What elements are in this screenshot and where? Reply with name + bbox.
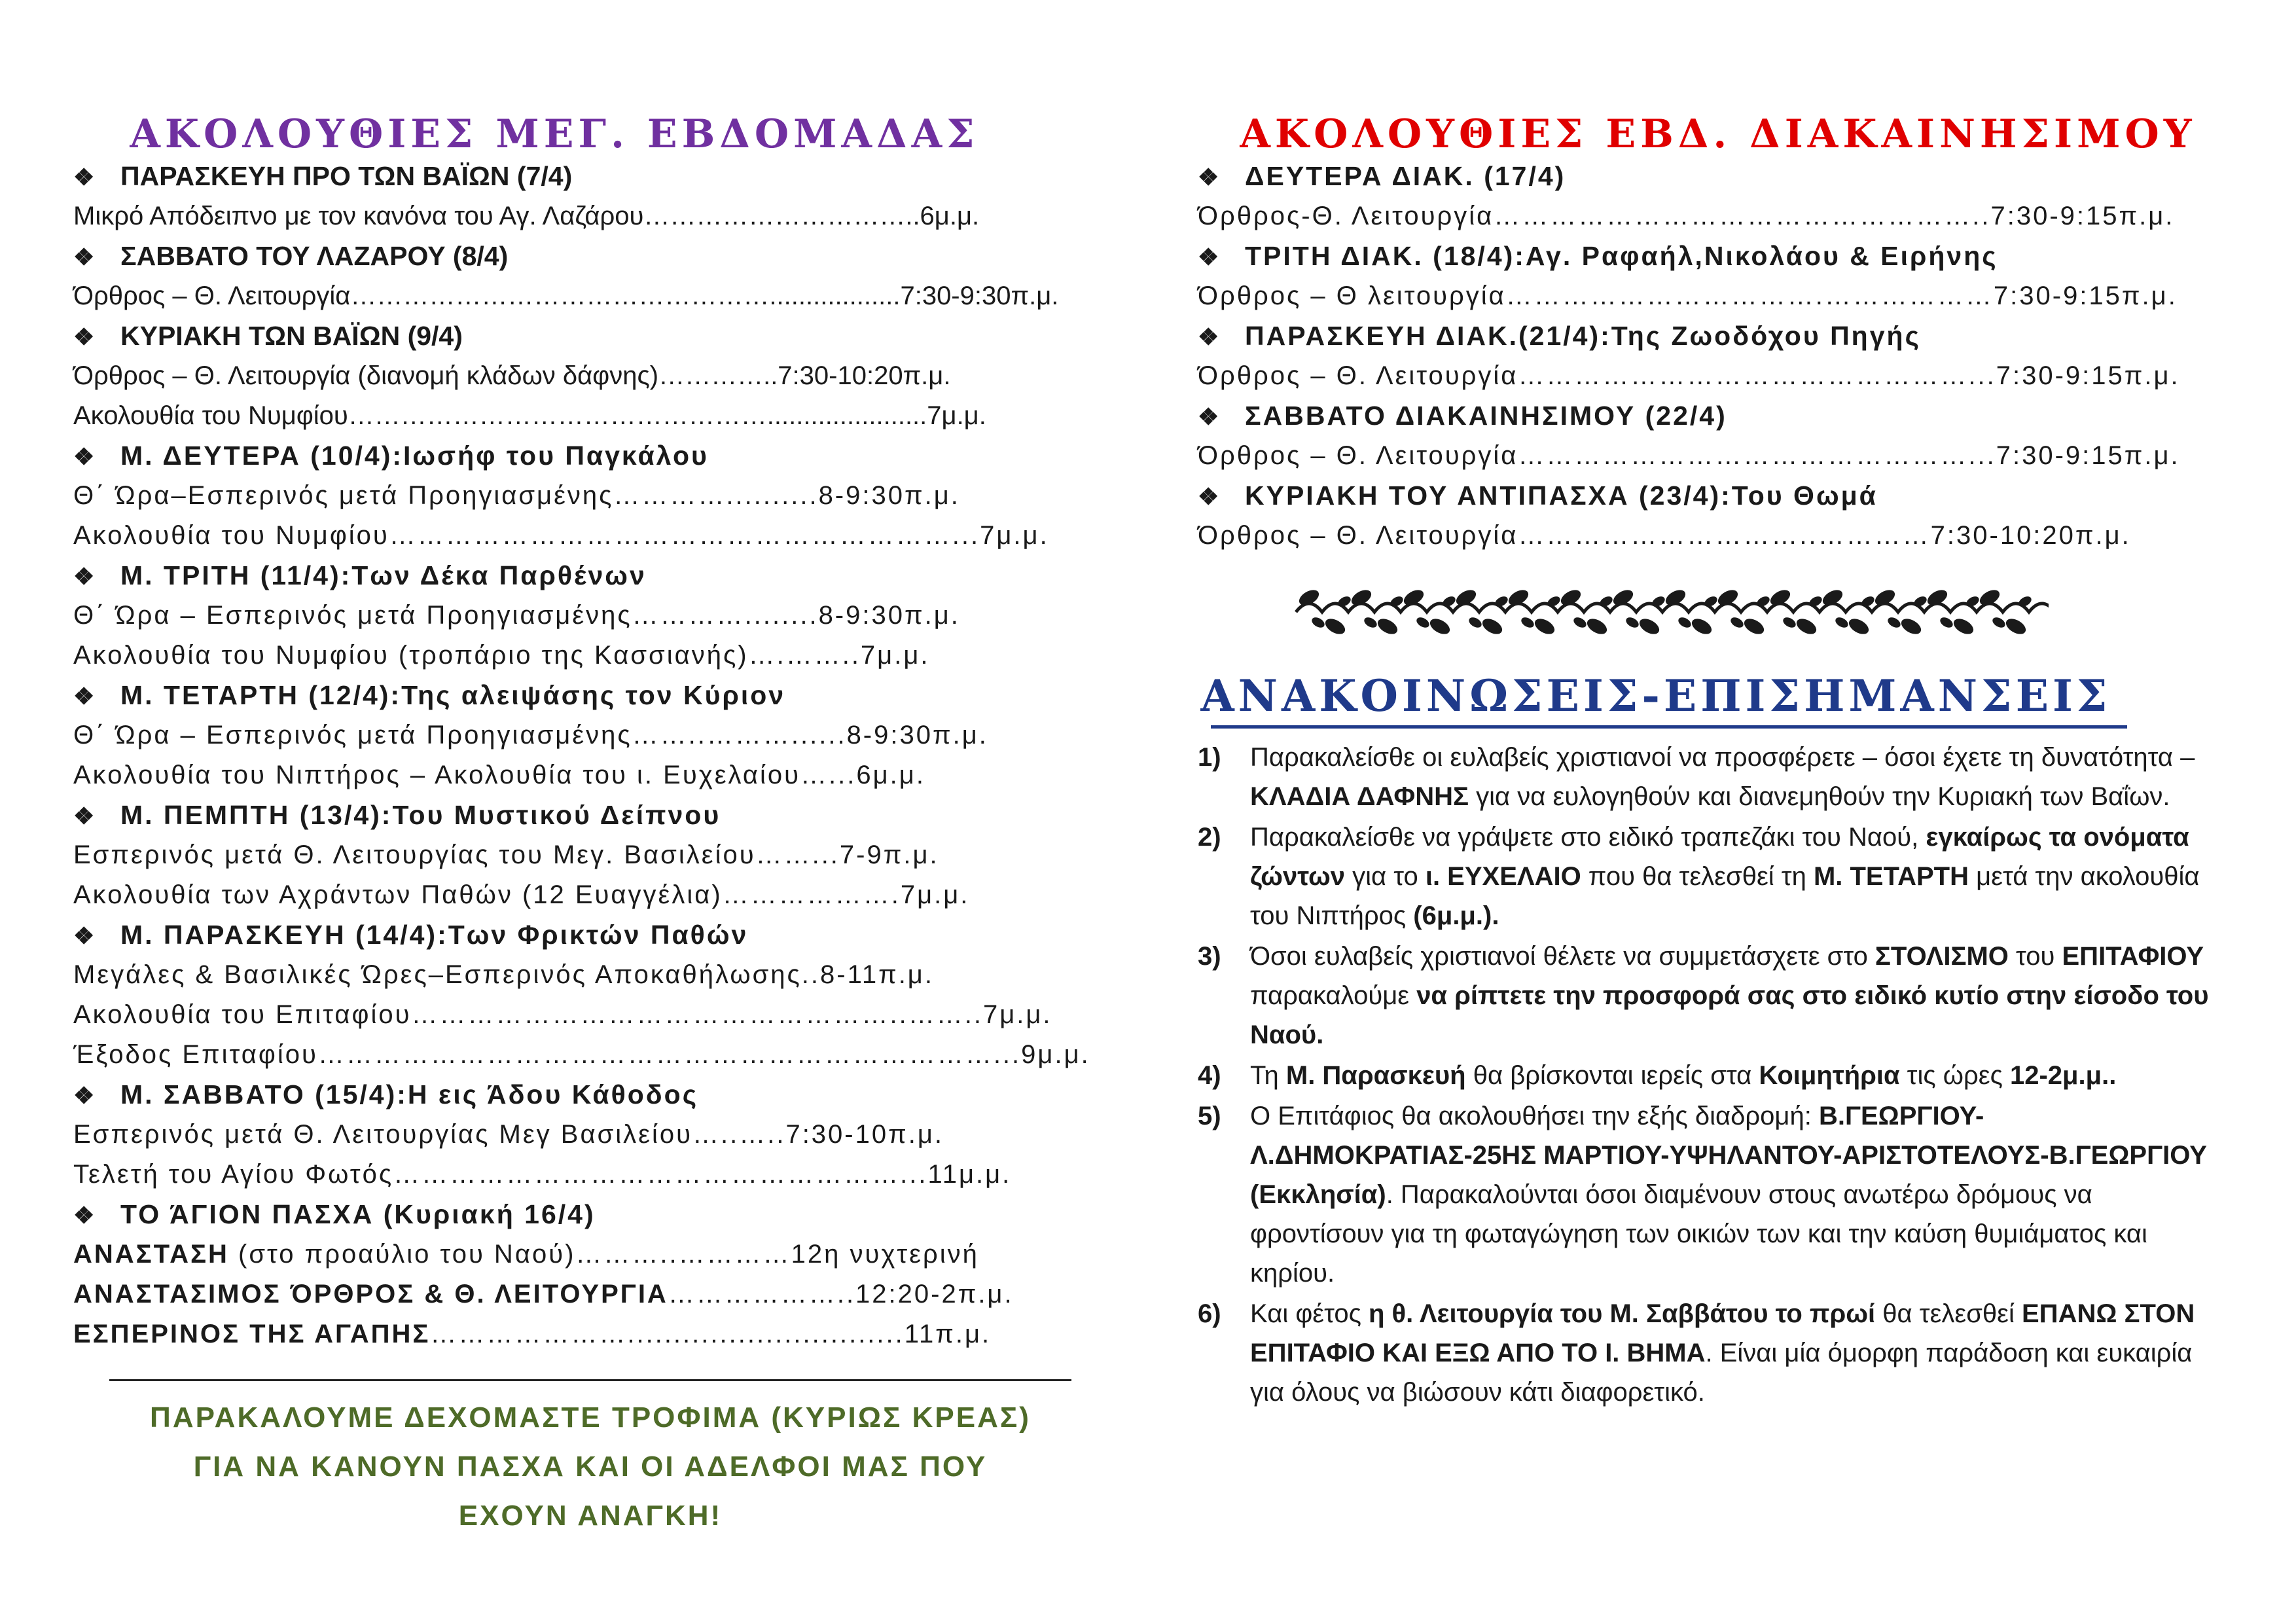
day-heading — [1198, 236, 2238, 276]
diamond-bullet-icon: ❖ — [73, 323, 95, 350]
day-heading — [73, 915, 1107, 955]
holy-week-title: ΑΚΟΛΟΥΘΙΕΣ ΜΕΓ. ΕΒΔΟΜΑΔΑΣ — [130, 111, 979, 157]
day-heading-text: Μ. ΠΑΡΑΣΚΕΥΗ (14/4):Των Φρικτών Παθών — [120, 920, 749, 950]
announcement-fragment: τις ώρες — [1899, 1061, 2010, 1090]
day-heading-text: ΣΑΒΒΑΤΟ ΔΙΑΚΑΙΝΗΣΙΜΟΥ (22/4) — [1245, 401, 1727, 431]
day-heading — [73, 236, 1107, 276]
announcement-number: 2) — [1198, 823, 1221, 852]
day-heading — [73, 1195, 1107, 1235]
announcement-item — [1198, 1056, 2238, 1095]
schedule-day — [73, 556, 1107, 676]
service-time-line: Όρθρος-Θ. Λειτουργία……………………………………………..7:30-9:15π.μ. — [1198, 202, 2175, 230]
announcement-emphasis: ΣΤΟΛΙΣΜΟ — [1874, 942, 2009, 971]
service-time-line: Μεγάλες & Βασιλικές Ώρες–Εσπερινός Αποκαθήλωσης..8-11π.μ. — [73, 960, 934, 989]
diamond-bullet-icon: ❖ — [1198, 483, 1221, 510]
diamond-bullet-icon: ❖ — [1198, 323, 1221, 350]
announcement-emphasis: ΚΛΑΔΙΑ ΔΑΦΝΗΣ — [1250, 782, 1469, 811]
diamond-bullet-icon: ❖ — [73, 1082, 97, 1109]
day-heading — [73, 1075, 1107, 1115]
vine-ornament-divider — [1289, 582, 2049, 642]
announcement-fragment: για να ευλογηθούν και διανεμηθούν την Κυριακή των Βαΐων. — [1469, 782, 2170, 811]
easter-service-time: ………………..12:20-2π.μ. — [668, 1280, 1014, 1308]
service-time-line: Όρθρος – Θ λειτουργία…………………………….………………7:30-9:15π.μ. — [1198, 281, 2178, 310]
day-heading — [1198, 316, 2238, 356]
announcements-title-underline — [1211, 725, 2127, 729]
note-line: ΓΙΑ ΝΑ ΚΑΝΟΥΝ ΠΑΣΧΑ ΚΑΙ ΟΙ ΑΔΕΛΦΟΙ ΜΑΣ ΠΟΥ — [193, 1451, 988, 1483]
announcement-fragment: . Είναι μία όμορφη παράδοση και ευκαιρία για όλους να βιώσουν κάτι διαφορετικό. — [1250, 1339, 2193, 1407]
announcement-text — [1250, 738, 2238, 816]
service-time-line: Ακολουθία του Νυμφίου (τροπάριο της Κασσιανής)….……..7μ.μ. — [73, 641, 930, 670]
day-heading-text: ΤΟ ΆΓΙΟΝ ΠΑΣΧΑ (Κυριακή 16/4) — [120, 1199, 596, 1229]
announcements-list — [1198, 738, 2238, 1412]
schedule-day — [73, 795, 1107, 915]
service-time-line: Ακολουθία του Νυμφίου……………………………………………………...7μ.μ. — [73, 521, 1049, 550]
announcement-emphasis: Β.ΓΕΩΡΓΙΟΥ-Λ.ΔΗΜΟΚΡΑΤΙΑΣ-25ΗΣ ΜΑΡΤΙΟΥ-ΥΨΗΛΑΝΤΟΥ-ΑΡΙΣΤΟΤΕΛΟΥΣ-Β.ΓΕΩΡΓΙΟΥ (Εκκλησία) — [1250, 1102, 2207, 1209]
easter-service-label: ΑΝΑΣΤΑΣΗ — [73, 1240, 229, 1269]
day-heading-text: ΠΑΡΑΣΚΕΥΗ ΔΙΑΚ.(21/4):Της Ζωοδόχου Πηγής — [1245, 321, 1921, 351]
schedule-day — [73, 236, 1107, 316]
schedule-day — [1198, 476, 2238, 556]
announcement-item — [1198, 818, 2238, 935]
day-heading — [73, 436, 1107, 476]
diamond-bullet-icon: ❖ — [1198, 244, 1221, 270]
announcement-emphasis: να ρίπτετε την προσφορά σας στο ειδικό κυτίο στην είσοδο του Ναού. — [1250, 981, 2209, 1049]
announcement-emphasis: ι. ΕΥΧΕΛΑΙΟ — [1425, 862, 1581, 891]
announcement-number: 6) — [1198, 1299, 1221, 1328]
day-heading — [73, 556, 1107, 596]
announcement-fragment: Όσοι ευλαβείς χριστιανοί θέλετε να συμμετάσχετε στο — [1250, 942, 1875, 971]
service-time-line: Μικρό Απόδειπνο με τον κανόνα του Αγ. Λαζάρου…………………………..6μ.μ. — [73, 202, 980, 230]
schedule-day — [73, 1075, 1107, 1195]
service-time-line: Ακολουθία του Επιταφίου……………………………………………..……..7μ.μ. — [73, 1000, 1052, 1029]
service-time-line: Θ΄ Ώρα – Εσπερινός μετά Προηγιασμένης…………........8-9:30π.μ. — [73, 601, 960, 630]
day-heading-text: Μ. ΤΡΙΤΗ (11/4):Των Δέκα Παρθένων — [120, 560, 647, 590]
easter-service-label: ΕΣΠΕΡΙΝΟΣ ΤΗΣ ΑΓΑΠΗΣ — [73, 1320, 431, 1348]
service-time-line: Εσπερινός μετά Θ. Λειτουργίας του Μεγ. Βασιλείου……...7-9π.μ. — [73, 840, 939, 869]
announcement-number: 1) — [1198, 743, 1221, 772]
announcement-item — [1198, 1096, 2238, 1293]
day-heading-text: Μ. ΔΕΥΤΕΡΑ (10/4):Ιωσήφ του Παγκάλου — [120, 441, 709, 471]
service-time-line: Τελετή του Αγίου Φωτός………………………………………………...11μ.μ. — [73, 1160, 1012, 1189]
diamond-bullet-icon: ❖ — [73, 922, 97, 949]
announcement-fragment: Και φέτος — [1250, 1299, 1369, 1328]
note-line: ΕΧΟΥΝ ΑΝΑΓΚΗ! — [458, 1500, 723, 1532]
schedule-day — [1198, 156, 2238, 236]
schedule-day — [1198, 236, 2238, 316]
easter-service-line — [73, 1274, 1107, 1314]
announcement-number: 5) — [1198, 1102, 1221, 1130]
day-heading — [1198, 396, 2238, 436]
announcement-fragment: Παρακαλείσθε να γράψετε στο ειδικό τραπεζάκι του Ναού, — [1250, 823, 1926, 852]
announcement-number: 4) — [1198, 1061, 1221, 1090]
announcement-number: 3) — [1198, 942, 1221, 971]
day-heading-text: Μ. ΤΕΤΑΡΤΗ (12/4):Της αλειψάσης τον Κύριον — [120, 680, 786, 710]
announcement-emphasis: 12-2μ.μ.. — [2009, 1061, 2117, 1090]
diamond-bullet-icon: ❖ — [73, 164, 95, 190]
announcement-emphasis: ΕΠΙΤΑΦΙΟΥ — [2062, 942, 2204, 971]
announcement-text — [1250, 1056, 2238, 1095]
easter-service-line — [73, 1314, 1107, 1354]
announcement-emphasis: (6μ.μ.). — [1413, 901, 1499, 930]
announcement-item — [1198, 1294, 2238, 1412]
announcement-emphasis: Κοιμητήρια — [1759, 1061, 1900, 1090]
service-time-line: Όρθρος – Θ. Λειτουργία…………………………..…………7:30-10:20π.μ. — [1198, 521, 2131, 550]
note-line: ΠΑΡΑΚΑΛΟΥΜΕ ΔΕΧΟΜΑΣΤΕ ΤΡΟΦΙΜΑ (ΚΥΡΙΩΣ ΚΡΕΑΣ) — [150, 1401, 1031, 1434]
service-time-line: Έξοδος Επιταφίου………………………………………………………………...9μ.μ. — [73, 1040, 1090, 1069]
diamond-bullet-icon: ❖ — [1198, 403, 1221, 430]
diamond-bullet-icon: ❖ — [73, 803, 97, 829]
announcement-fragment: Ο Επιτάφιος θα ακολουθήσει την εξής διαδρομή: — [1250, 1102, 1819, 1130]
diamond-bullet-icon: ❖ — [73, 1202, 97, 1229]
service-time-line: Όρθρος – Θ. Λειτουργία…………………………………………...7:30-9:15π.μ. — [1198, 441, 2180, 470]
announcement-text — [1250, 818, 2238, 935]
service-time-line: Θ΄ Ώρα–Εσπερινός μετά Προηγιασμένης…………..........8-9:30π.μ. — [73, 481, 960, 510]
day-heading — [73, 156, 1107, 196]
day-heading — [73, 676, 1107, 715]
day-heading-text: Μ. ΣΑΒΒΑΤΟ (15/4):Η εις Άδου Κάθοδος — [120, 1079, 699, 1110]
day-heading-text: ΠΑΡΑΣΚΕΥΗ ΠΡΟ ΤΩΝ ΒΑΪΩΝ (7/4) — [120, 161, 573, 191]
service-time-line: Ακολουθία των Αχράντων Παθών (12 Ευαγγέλια)……………….7μ.μ. — [73, 880, 970, 909]
announcement-fragment: θα βρίσκονται ιερείς στα — [1465, 1061, 1759, 1090]
day-heading-text: Μ. ΠΕΜΠΤΗ (13/4):Του Μυστικού Δείπνου — [120, 800, 721, 830]
service-time-line: Εσπερινός μετά Θ. Λειτουργίας Μεγ Βασιλείου…..…..7:30-10π.μ. — [73, 1120, 944, 1149]
schedule-day — [73, 156, 1107, 236]
announcement-text — [1250, 1294, 2238, 1412]
day-heading — [1198, 156, 2238, 196]
day-heading-text: ΣΑΒΒΑΤΟ ΤΟΥ ΛΑΖΑΡΟΥ (8/4) — [120, 241, 509, 271]
announcement-fragment: Παρακαλείσθε οι ευλαβείς χριστιανοί να προσφέρετε – όσοι έχετε τη δυνατότητα – — [1250, 743, 2195, 772]
day-heading-text: ΚΥΡΙΑΚΗ ΤΟΥ ΑΝΤΙΠΑΣΧΑ (23/4):Του Θωμά — [1245, 480, 1878, 511]
schedule-day — [73, 915, 1107, 1075]
easter-service-line — [73, 1235, 1107, 1274]
announcement-fragment: του — [2008, 942, 2062, 971]
divider-line — [109, 1379, 1071, 1381]
right-column — [1198, 0, 2238, 1413]
day-heading — [1198, 476, 2238, 516]
announcement-item — [1198, 937, 2238, 1055]
announcement-text — [1250, 1096, 2238, 1293]
day-heading-text: ΤΡΙΤΗ ΔΙΑΚ. (18/4):Αγ. Ραφαήλ,Νικολάου & Ειρήνης — [1245, 241, 1998, 271]
service-time-line: Ακολουθία του Νυμφίου…………………………………………......................7μ.μ. — [73, 401, 986, 430]
announcement-fragment: θα τελεσθεί — [1875, 1299, 2022, 1328]
announcement-emphasis: Μ. ΤΕΤΑΡΤΗ — [1813, 862, 1969, 891]
diamond-bullet-icon: ❖ — [73, 244, 95, 270]
renewal-week-title: ΑΚΟΛΟΥΘΙΕΣ ΕΒΔ. ΔΙΑΚΑΙΝΗΣΙΜΟΥ — [1240, 111, 2197, 157]
food-donation-note — [73, 1393, 1107, 1540]
announcement-emphasis: Μ. Παρασκευή — [1285, 1061, 1466, 1090]
renewal-week-schedule — [1198, 156, 2238, 556]
diamond-bullet-icon: ❖ — [73, 563, 97, 590]
easter-service-label: ΑΝΑΣΤΑΣΙΜΟΣ ΌΡΘΡΟΣ & Θ. ΛΕΙΤΟΥΡΓΙΑ — [73, 1280, 668, 1308]
schedule-day — [73, 676, 1107, 795]
announcement-fragment: Τη — [1250, 1061, 1286, 1090]
day-heading — [73, 316, 1107, 356]
announcement-text — [1250, 937, 2238, 1055]
left-column — [73, 0, 1107, 1540]
announcement-fragment: μετά την ακολουθία του Νιπτήρος — [1250, 862, 2200, 930]
announcement-emphasis: εγκαίρως τα ονόματα ζώντων — [1250, 823, 2189, 891]
easter-service-time: …………………..............................11π.μ. — [430, 1320, 992, 1348]
diamond-bullet-icon: ❖ — [1198, 164, 1221, 190]
announcement-fragment: που θα τελεσθεί τη — [1581, 862, 1814, 891]
holy-week-schedule — [73, 156, 1107, 1354]
announcement-fragment: παρακαλούμε — [1250, 981, 1417, 1010]
announcement-emphasis: ΕΠΑΝΩ ΣΤΟΝ ΕΠΙΤΑΦΙΟ ΚΑΙ ΕΞΩ ΑΠΟ ΤΟ Ι. ΒΗΜΑ — [1250, 1299, 2195, 1367]
diamond-bullet-icon: ❖ — [73, 683, 97, 710]
diamond-bullet-icon: ❖ — [73, 443, 97, 470]
service-time-line: Όρθρος – Θ. Λειτουργία (διανομή κλάδων δάφνης)…………..7:30-10:20π.μ. — [73, 361, 951, 390]
schedule-day — [73, 436, 1107, 556]
schedule-day — [1198, 316, 2238, 396]
service-time-line: Θ΄ Ώρα – Εσπερινός μετά Προηγιασμένης……..………......8-9:30π.μ. — [73, 721, 988, 749]
announcement-item — [1198, 738, 2238, 816]
announcements-title: ΑΝΑΚΟΙΝΩΣΕΙΣ-ΕΠΙΣΗΜΑΝΣΕΙΣ — [1200, 670, 2111, 721]
schedule-day — [73, 1195, 1107, 1235]
easter-service-time: (στο προαύλιο του Ναού)………..…………12η νυχτερινή — [228, 1240, 979, 1269]
schedule-day — [73, 316, 1107, 436]
service-time-line: Όρθρος – Θ. Λειτουργία…………………………………………..................7:30-9:30π.μ. — [73, 281, 1059, 310]
announcement-fragment: . Παρακαλούνται όσοι διαμένουν στους ανωτέρω δρόμους να φροντίσουν για τη φωταγώγηση των οικιών των και την καύση θυμιάματος και κηρίου. — [1250, 1180, 2147, 1288]
announcement-emphasis: η θ. Λειτουργία του Μ. Σαββάτου το πρωί — [1368, 1299, 1876, 1328]
day-heading-text: ΔΕΥΤΕΡΑ ΔΙΑΚ. (17/4) — [1245, 161, 1566, 191]
service-time-line: Όρθρος – Θ. Λειτουργία…………………………………………...7:30-9:15π.μ. — [1198, 361, 2180, 390]
announcement-fragment: για το — [1344, 862, 1426, 891]
day-heading — [73, 795, 1107, 835]
day-heading-text: ΚΥΡΙΑΚΗ ΤΩΝ ΒΑΪΩΝ (9/4) — [120, 321, 463, 351]
schedule-day — [1198, 396, 2238, 476]
service-time-line: Ακολουθία του Νιπτήρος – Ακολουθία του ι. Ευχελαίου…...6μ.μ. — [73, 761, 925, 789]
